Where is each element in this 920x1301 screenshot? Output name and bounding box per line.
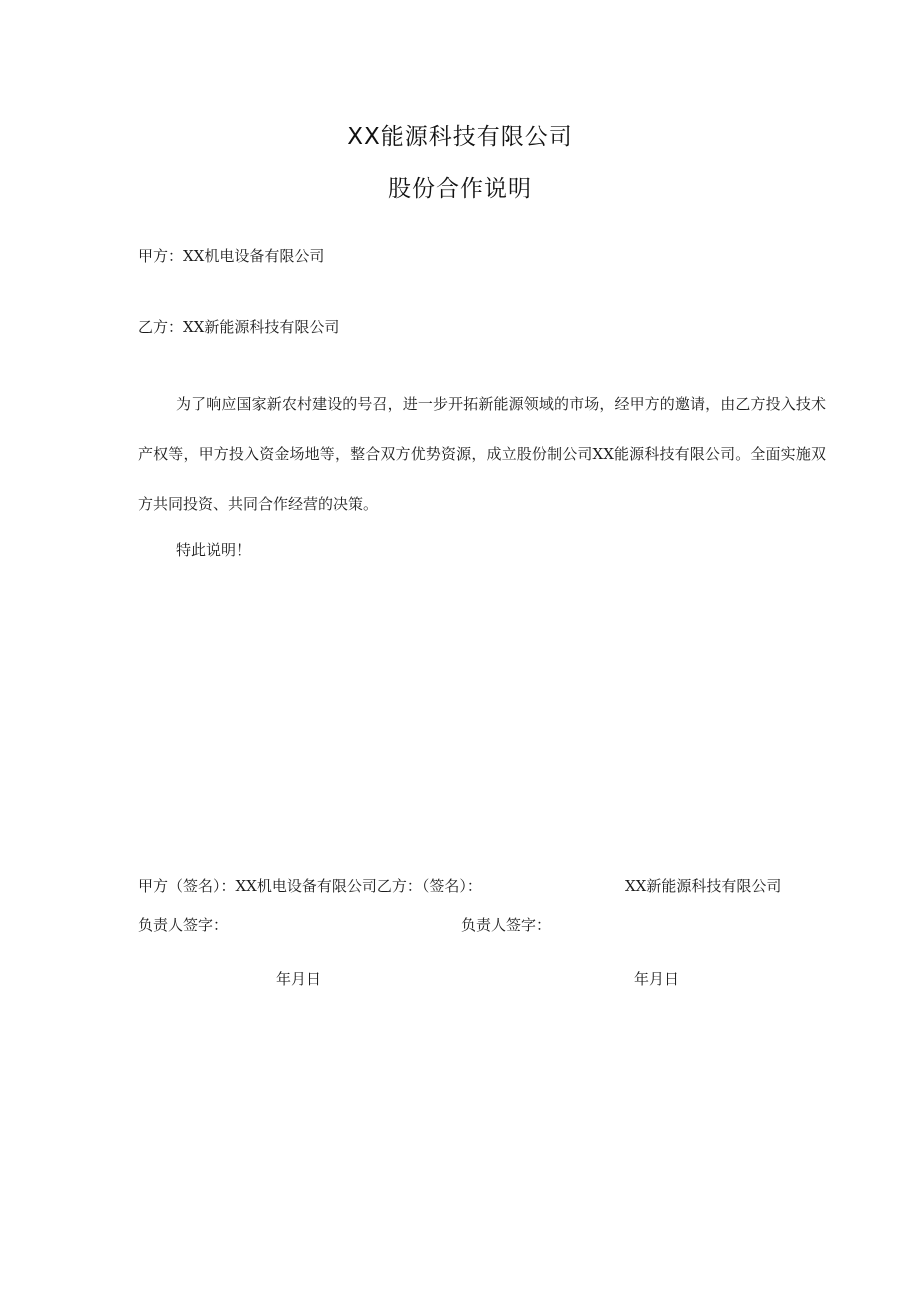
responsible-signature-party-b: 负责人签字： (461, 916, 552, 934)
party-b-line: 乙方：XX新能源科技有限公司 (138, 318, 340, 336)
responsible-signature-party-a: 负责人签字： (138, 916, 229, 934)
document-subtitle: 股份合作说明 (388, 176, 532, 202)
signature-line-party-a: 甲方（签名）：XX机电设备有限公司乙方：（签名）： (138, 877, 482, 895)
body-paragraph: 为了响应国家新农村建设的号召，进一步开拓新能源领域的市场，经甲方的邀请，由乙方投入技术产权等，甲方投入资金场地等，整合双方优势资源，成立股份制公司XX能源科技有限公司。全面实施双方共同投资、共同合作经营的决策。 (138, 395, 826, 513)
signature-party-b-company: XX新能源科技有限公司 (625, 877, 782, 895)
date-party-a: 年月日 (276, 970, 322, 988)
date-party-b: 年月日 (634, 970, 680, 988)
party-a-line: 甲方：XX机电设备有限公司 (138, 247, 325, 265)
closing-statement: 特此说明！ (176, 541, 252, 559)
document-title: XX能源科技有限公司 (347, 124, 573, 150)
